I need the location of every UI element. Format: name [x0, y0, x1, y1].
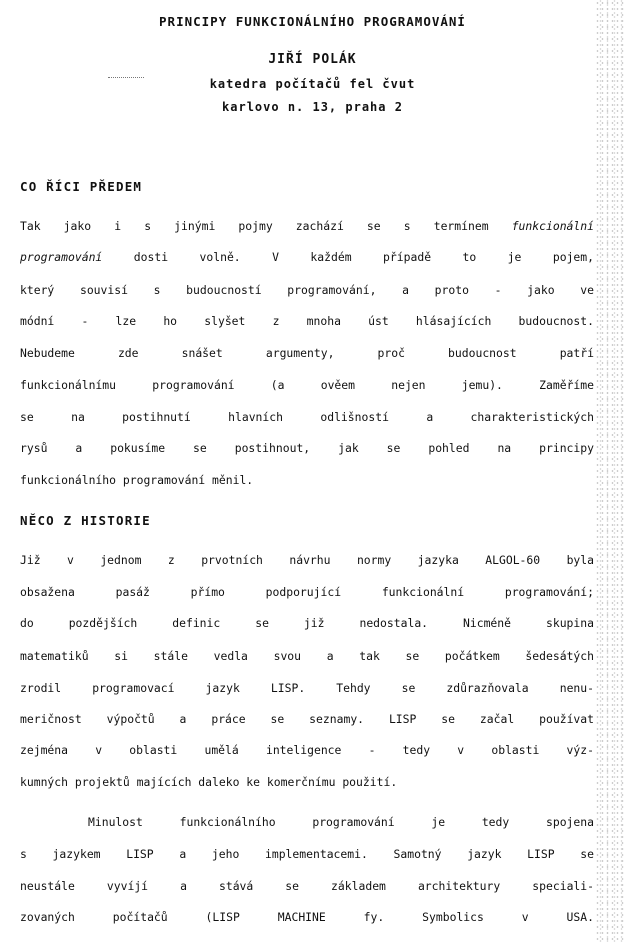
paragraph-line: který souvisí s budoucností programování, a proto - jako ve — [20, 283, 594, 297]
paragraph-line: zrodil programovací jazyk LISP. Tehdy se zdůrazňovala nenu- — [20, 681, 594, 695]
scan-noise-edge — [595, 0, 625, 943]
document-title: PRINCIPY FUNKCIONÁLNÍHO PROGRAMOVÁNÍ — [159, 14, 466, 29]
paragraph-line: meričnost výpočtů a práce se seznamy. LISP se začal používat — [20, 712, 594, 726]
paragraph-line: obsažena pasáž přímo podporující funkcionální programování; — [20, 585, 594, 599]
paragraph-line: neustále vyvíjí a stává se základem architektury speciali- — [20, 879, 594, 893]
paragraph-line: rysů a pokusíme se postihnout, jak se pohled na principy — [20, 441, 594, 455]
paragraph-line: Minulost funkcionálního programování je tedy spojena — [88, 815, 594, 829]
paragraph-line: zejména v oblasti umělá inteligence - tedy v oblasti výz- — [20, 743, 594, 757]
paragraph-line: módní - lze ho slyšet z mnoha úst hlásajících budoucnost. — [20, 314, 594, 328]
paragraph-line: Nebudeme zde snášet argumenty, proč budoucnost patří — [20, 346, 594, 360]
author-department: katedra počítačů fel čvut — [209, 77, 416, 91]
paragraph-line: se na postihnutí hlavních odlišností a charakteristických — [20, 410, 594, 424]
paragraph-line: zovaných počítačů (LISP MACHINE fy. Symbolics v USA. — [20, 910, 594, 924]
paragraph-line: Již v jednom z prvotních návrhu normy jazyka ALGOL-60 byla — [20, 553, 594, 567]
section-heading-history: NĚCO Z HISTORIE — [20, 513, 151, 528]
paragraph-line: matematiků si stále vedla svou a tak se počátkem šedesátých — [20, 649, 594, 663]
author-address: karlovo n. 13, praha 2 — [222, 100, 403, 114]
paragraph-line: Tak jako i s jinými pojmy zachází se s termínem funkcionální — [20, 219, 594, 233]
section-heading-intro: CO ŘÍCI PŘEDEM — [20, 179, 143, 194]
paragraph-line: funkcionálnímu programování (a ověem nejen jemu). Zaměříme — [20, 378, 594, 392]
paragraph-line: kumných projektů majících daleko ke komerčnímu použití. — [20, 775, 398, 789]
paragraph-line: s jazykem LISP a jeho implementacemi. Samotný jazyk LISP se — [20, 847, 594, 861]
paragraph-line: funkcionálního programování měnil. — [20, 473, 254, 487]
paragraph-line: do pozdějších definic se již nedostala. Nicméně skupina — [20, 616, 594, 630]
paragraph-line: programování dosti volně. V každém případě to je pojem, — [20, 250, 594, 264]
author-name: JIŘÍ POLÁK — [268, 52, 357, 67]
